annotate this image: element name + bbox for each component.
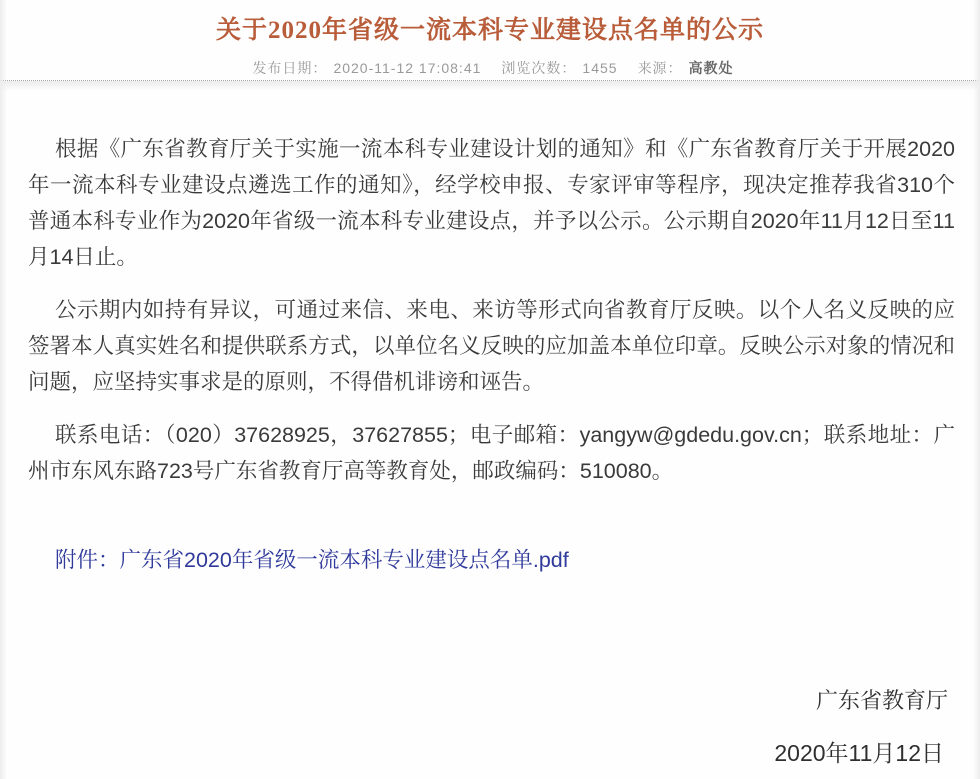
announcement-body (0, 131, 980, 771)
views-label: 浏览次数： (501, 60, 577, 76)
document-header (0, 0, 980, 81)
source-label: 来源： (637, 60, 683, 76)
publish-date-value: 2020-11-12 17:08:41 (333, 60, 482, 76)
page-title: 关于2020年省级一流本科专业建设点名单的公示 (215, 17, 764, 44)
source-value: 高教处 (688, 60, 734, 76)
signature-organization: 广东省教育厅 (815, 688, 948, 713)
attachment-label: 附件： (55, 548, 120, 572)
publish-date-label: 发布日期： (252, 60, 328, 76)
document-meta-line (0, 59, 980, 80)
header-divider-shadow (0, 81, 980, 91)
paragraph-contact-info: 联系电话：（020）37628925，37627855；电子邮箱：yangyw@gdedu.gov.cn；联系地址：广州市东风东路723号广东省教育厅高等教育处，邮政编码：510080。 (28, 423, 955, 483)
paragraph-objection-procedure: 公示期内如持有异议，可通过来信、来电、来访等形式向省教育厅反映。以个人名义反映的应签署本人真实姓名和提供联系方式，以单位名义反映的应加盖本单位印章。反映公示对象的情况和问题，应坚持实事求是的原则，不得借机诽谤和诬告。 (28, 298, 955, 394)
attachment-pdf-link[interactable]: 广东省2020年省级一流本科专业建设点名单.pdf (119, 548, 569, 572)
attachment-line (28, 542, 955, 578)
paragraph-intro: 根据《广东省教育厅关于实施一流本科专业建设计划的通知》和《广东省教育厅关于开展2020年一流本科专业建设点遴选工作的通知》，经学校申报、专家评审等程序，现决定推荐我省310个普通本科专业作为2020年省级一流本科专业建设点，并予以公示。公示期自2020年11月12日至11月14日止。 (28, 137, 955, 269)
views-count: 1455 (582, 60, 618, 76)
signature-date: 2020年11月12日 (774, 740, 944, 766)
